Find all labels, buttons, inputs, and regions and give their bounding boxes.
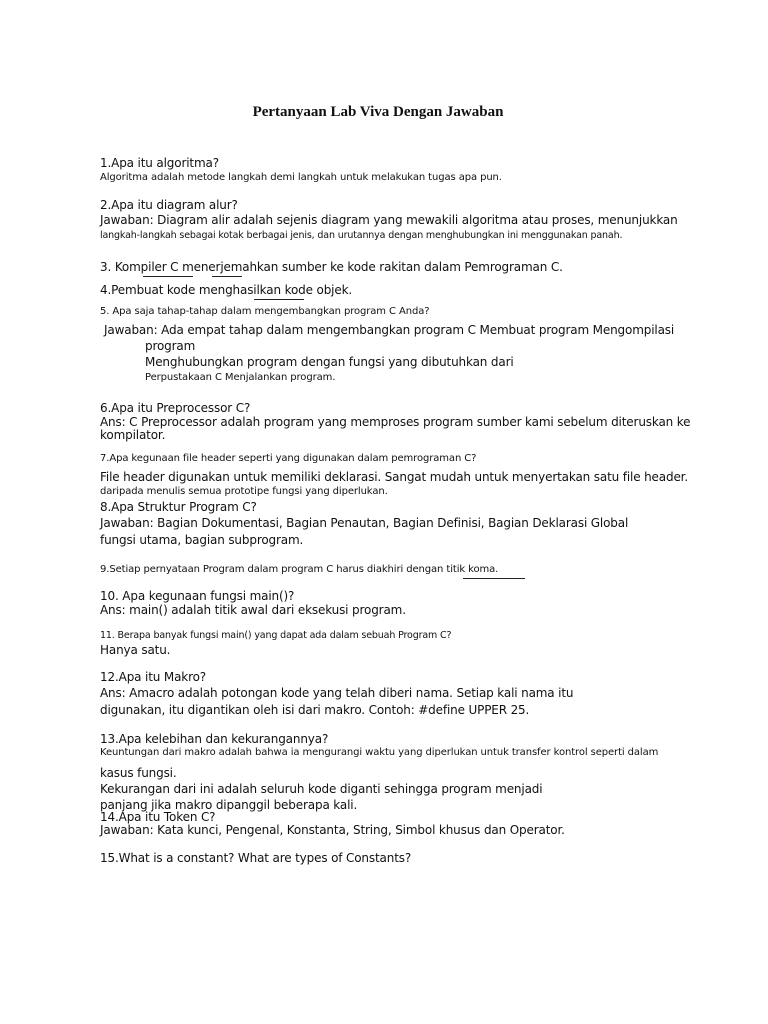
question-8: 8.Apa Struktur Program C? bbox=[100, 500, 257, 514]
underline-titik-koma bbox=[463, 578, 525, 579]
answer-1: Algoritma adalah metode langkah demi langkah untuk melakukan tugas apa pun. bbox=[100, 172, 502, 183]
question-12: 12.Apa itu Makro? bbox=[100, 670, 207, 684]
answer-2-line-1: Jawaban: Diagram alir adalah sejenis diagram yang mewakili algoritma atau proses, menunjukkan bbox=[100, 213, 678, 227]
underline-kan-kode bbox=[254, 299, 304, 300]
answer-5-line-4: Perpustakaan C Menjalankan program. bbox=[145, 372, 336, 383]
statement-3: 3. Kompiler C menerjemahkan sumber ke kode rakitan dalam Pemrograman C. bbox=[100, 260, 563, 274]
question-11: 11. Berapa banyak fungsi main() yang dapat ada dalam sebuah Program C? bbox=[100, 630, 452, 641]
answer-2-line-2: langkah-langkah sebagai kotak berbagai jenis, dan urutannya dengan menghubungkan ini menggunakan panah. bbox=[100, 230, 623, 241]
document-title: Pertanyaan Lab Viva Dengan Jawaban bbox=[252, 104, 504, 120]
question-7: 7.Apa kegunaan file header seperti yang digunakan dalam pemrograman C? bbox=[100, 453, 477, 464]
answer-5-line-1: Jawaban: Ada empat tahap dalam mengembangkan program C Membuat program Mengompilasi bbox=[104, 323, 675, 337]
answer-10: Ans: main() adalah titik awal dari eksekusi program. bbox=[100, 603, 406, 617]
underline-mener bbox=[212, 276, 242, 277]
answer-8-line-2: fungsi utama, bagian subprogram. bbox=[100, 533, 304, 547]
statement-4: 4.Pembuat kode menghasilkan kode objek. bbox=[100, 283, 353, 297]
question-15: 15.What is a constant? What are types of Constants? bbox=[100, 851, 412, 865]
question-5: 5. Apa saja tahap-tahap dalam mengembangkan program C Anda? bbox=[100, 306, 430, 317]
answer-7-line-1: File header digunakan untuk memiliki deklarasi. Sangat mudah untuk menyertakan satu file header. bbox=[100, 470, 689, 484]
answer-7-line-2: daripada menulis semua prototipe fungsi yang diperlukan. bbox=[100, 486, 388, 497]
answer-6-line-1: Ans: C Preprocessor adalah program yang memproses program sumber kami sebelum diteruskan ke bbox=[100, 415, 691, 429]
underline-kompiler bbox=[143, 276, 193, 277]
question-6: 6.Apa itu Preprocessor C? bbox=[100, 401, 251, 415]
question-2: 2.Apa itu diagram alur? bbox=[100, 198, 238, 212]
answer-12-line-2: digunakan, itu digantikan oleh isi dari makro. Contoh: #define UPPER 25. bbox=[100, 703, 530, 717]
question-10: 10. Apa kegunaan fungsi main()? bbox=[100, 589, 295, 603]
question-14: 14.Apa itu Token C? bbox=[100, 810, 216, 824]
answer-13-line-4: panjang jika makro dipanggil beberapa kali. bbox=[100, 798, 358, 812]
question-1: 1.Apa itu algoritma? bbox=[100, 156, 219, 170]
question-13: 13.Apa kelebihan dan kekurangannya? bbox=[100, 732, 329, 746]
answer-5-line-3: Menghubungkan program dengan fungsi yang dibutuhkan dari bbox=[145, 355, 514, 369]
answer-13-line-3: Kekurangan dari ini adalah seluruh kode diganti sehingga program menjadi bbox=[100, 782, 543, 796]
answer-5-line-2: program bbox=[145, 339, 196, 353]
answer-13-line-2: kasus fungsi. bbox=[100, 766, 177, 780]
statement-9: 9.Setiap pernyataan Program dalam program C harus diakhiri dengan titik koma. bbox=[100, 564, 499, 575]
answer-12-line-1: Ans: Amacro adalah potongan kode yang telah diberi nama. Setiap kali nama itu bbox=[100, 686, 574, 700]
answer-11: Hanya satu. bbox=[100, 643, 171, 657]
answer-14: Jawaban: Kata kunci, Pengenal, Konstanta, String, Simbol khusus dan Operator. bbox=[100, 823, 565, 837]
answer-13-line-1: Keuntungan dari makro adalah bahwa ia mengurangi waktu yang diperlukan untuk transfer kontrol seperti dalam bbox=[100, 747, 659, 758]
answer-6-line-2: kompilator. bbox=[100, 428, 166, 442]
answer-8-line-1: Jawaban: Bagian Dokumentasi, Bagian Penautan, Bagian Definisi, Bagian Deklarasi Global bbox=[100, 516, 629, 530]
